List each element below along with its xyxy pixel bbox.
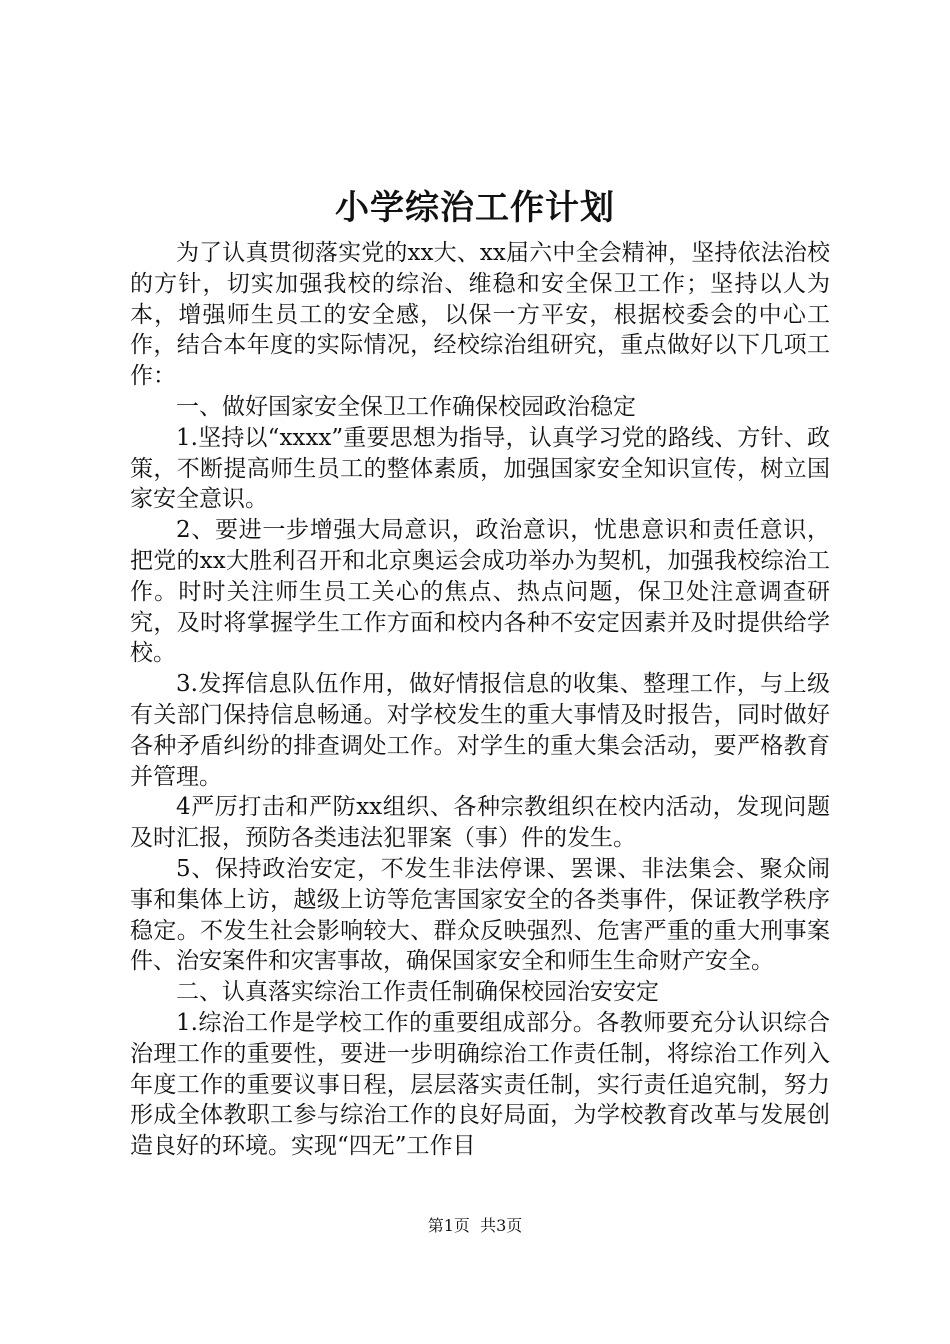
section-heading-2: 二、认真落实综治工作责任制确保校园治安安定 — [176, 979, 659, 1006]
section-heading-1: 一、做好国家安全保卫工作确保校园政治稳定 — [176, 393, 636, 420]
paragraph-item: 4严厉打击和严防xx组织、各种宗教组织在校内活动，发现问题及时汇报，预防各类违法犯罪案（事）件的发生。 — [130, 794, 830, 852]
paragraph-item: 3.发挥信息队伍作用，做好情报信息的收集、整理工作，与上级有关部门保持信息畅通。对学校发生的重大事情及时报告，同时做好各种矛盾纠纷的排查调处工作。对学生的重大集会活动，要严格教育并管理。 — [130, 671, 830, 790]
page-number-footer: 第1页 共3页 — [427, 1216, 523, 1235]
document-body — [130, 238, 830, 1162]
paragraph-item: 5、保持政治安定，不发生非法停课、罢课、非法集会、聚众闹事和集体上访，越级上访等危害国家安全的各类事件，保证教学秩序稳定。不发生社会影响较大、群众反映强烈、危害严重的重大刑事案件、治安案件和灾害事故，确保国家安全和师生生命财产安全。 — [130, 855, 830, 975]
paragraph-intro: 为了认真贯彻落实党的xx大、xx届六中全会精神，坚持依法治校的方针，切实加强我校的综治、维稳和安全保卫工作；坚持以人为本，增强师生员工的安全感，以保一方平安，根据校委会的中心工作，结合本年度的实际情况，经校综治组研究，重点做好以下几项工作： — [130, 240, 830, 390]
paragraph-item: 1.综治工作是学校工作的重要组成部分。各教师要充分认识综合治理工作的重要性，要进一步明确综治工作责任制，将综治工作列入年度工作的重要议事日程，层层落实责任制，实行责任追究制，努力形成全体教职工参与综治工作的良好局面，为学校教育改革与发展创造良好的环境。实现“四无”工作目 — [130, 1009, 830, 1160]
paragraph-item: 1.坚持以“xxxx”重要思想为指导，认真学习党的路线、方针、政策，不断提高师生员工的整体素质，加强国家安全知识宣传，树立国家安全意识。 — [130, 424, 830, 513]
document-title: 小学综治工作计划 — [335, 188, 615, 228]
paragraph-item: 2、要进一步增强大局意识，政治意识，忧患意识和责任意识，把党的xx大胜利召开和北京奥运会成功举办为契机，加强我校综治工作。时时关注师生员工关心的焦点、热点问题，保卫处注意调查研究，及时将掌握学生工作方面和校内各种不安定因素并及时提供给学校。 — [130, 517, 830, 667]
